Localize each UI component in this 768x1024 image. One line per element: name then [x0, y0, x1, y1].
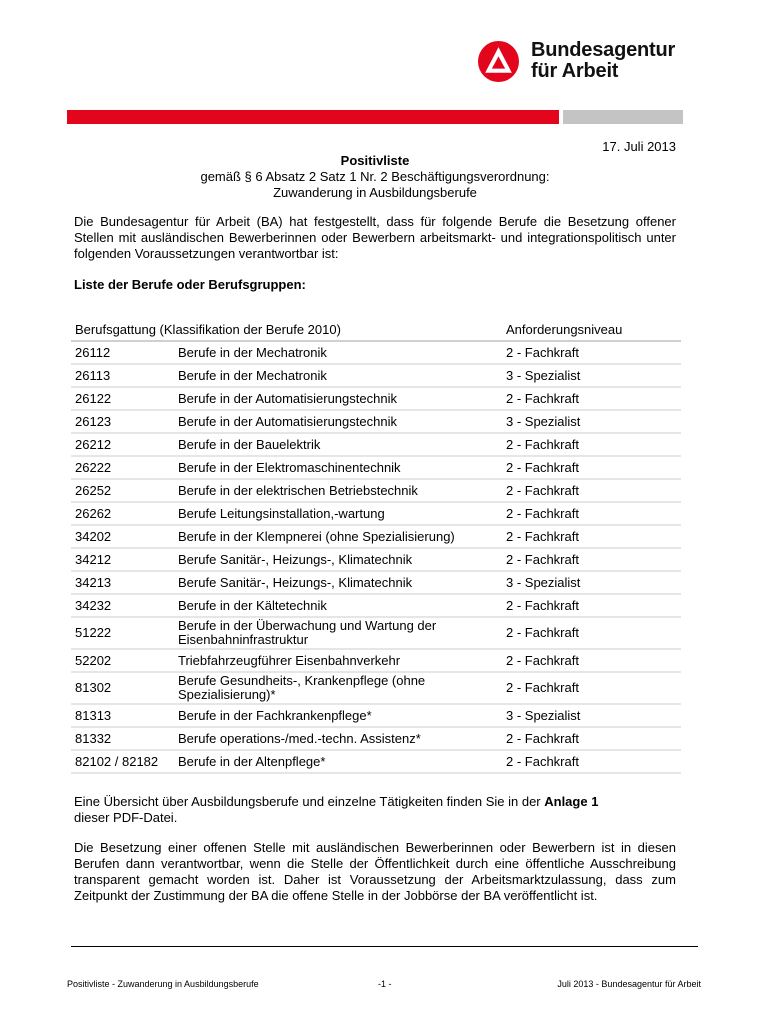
annex-link-label: Anlage 1	[544, 794, 599, 809]
occupation-code: 26112	[71, 342, 174, 365]
occupation-code: 51222	[71, 618, 174, 650]
intro-paragraph: Die Bundesagentur für Arbeit (BA) hat festgestellt, dass für folgende Berufe die Besetzung offener Stellen mit ausländischen Bewerberinnen oder Bewerbern arbeitsmarkt- und integrationspolitisch unter folgenden Voraussetzungen verantwortbar ist:	[74, 214, 676, 261]
annex-note	[74, 794, 676, 826]
footer-page-number: -1 -	[378, 979, 392, 989]
brand-name-line1: Bundesagentur	[531, 39, 676, 61]
table-row	[71, 480, 681, 503]
requirement-level: 2 - Fachkraft	[502, 342, 681, 365]
requirement-level: 2 - Fachkraft	[502, 751, 681, 774]
table-row	[71, 728, 681, 751]
requirement-level: 3 - Spezialist	[502, 705, 681, 728]
table-row	[71, 457, 681, 480]
footer-left: Positivliste - Zuwanderung in Ausbildungsberufe	[67, 979, 259, 989]
occupation-description: Berufe operations-/med.-techn. Assistenz*	[174, 728, 502, 751]
occupation-description: Berufe in der Überwachung und Wartung der Eisenbahninfrastruktur	[174, 618, 502, 650]
requirement-level: 2 - Fachkraft	[502, 434, 681, 457]
table-header-row	[71, 318, 681, 342]
requirements-paragraph: Die Besetzung einer offenen Stelle mit ausländischen Bewerberinnen oder Bewerbern ist in diesen Berufen dann verantwortbar, wenn die Stelle der Öffentlichkeit durch eine öffentliche Ausschreibung transparent gemacht worden ist. Daher ist Voraussetzung der Arbeitsmarktzulassung, dass zum Zeitpunkt der Zustimmung der BA die offene Stelle in der Jobbörse der BA veröffentlicht ist.	[74, 840, 676, 903]
annex-note-suffix: dieser PDF-Datei.	[74, 810, 178, 825]
table-row	[71, 411, 681, 434]
list-heading: Liste der Berufe oder Berufsgruppen:	[74, 277, 306, 292]
footer-divider	[71, 946, 698, 947]
occupation-code: 82102 / 82182	[71, 751, 174, 774]
table-row	[71, 673, 681, 705]
occupation-code: 81313	[71, 705, 174, 728]
occupation-code: 26262	[71, 503, 174, 526]
ba-logo-icon	[478, 41, 519, 82]
occupation-code: 81332	[71, 728, 174, 751]
requirement-level: 3 - Spezialist	[502, 365, 681, 388]
brand-name	[531, 40, 675, 82]
requirement-level: 2 - Fachkraft	[502, 457, 681, 480]
occupation-description: Berufe Gesundheits-, Krankenpflege (ohne Spezialisierung)*	[174, 673, 502, 705]
table-row	[71, 572, 681, 595]
table-row	[71, 526, 681, 549]
occupation-description: Berufe in der Elektromaschinentechnik	[174, 457, 502, 480]
occupation-description: Berufe in der Bauelektrik	[174, 434, 502, 457]
table-row	[71, 705, 681, 728]
table-row	[71, 365, 681, 388]
occupation-code: 26113	[71, 365, 174, 388]
footer-right: Juli 2013 - Bundesagentur für Arbeit	[557, 979, 701, 989]
requirement-level: 2 - Fachkraft	[502, 673, 681, 705]
document-subtitle-2: Zuwanderung in Ausbildungsberufe	[273, 185, 477, 200]
table-row	[71, 751, 681, 774]
occupation-description: Berufe Sanitär-, Heizungs-, Klimatechnik	[174, 549, 502, 572]
occupation-description: Berufe in der Automatisierungstechnik	[174, 388, 502, 411]
occupation-description: Berufe in der Mechatronik	[174, 342, 502, 365]
occupation-code: 34232	[71, 595, 174, 618]
occupation-code: 26123	[71, 411, 174, 434]
occupation-code: 26122	[71, 388, 174, 411]
header-occupation-group: Berufsgattung (Klassifikation der Berufe 2010)	[71, 318, 502, 342]
occupation-code: 34202	[71, 526, 174, 549]
table-row	[71, 342, 681, 365]
occupation-description: Berufe in der Kältetechnik	[174, 595, 502, 618]
requirement-level: 3 - Spezialist	[502, 572, 681, 595]
document-title: Positivliste	[340, 153, 410, 168]
occupation-description: Berufe in der Klempnerei (ohne Spezialisierung)	[174, 526, 502, 549]
requirement-level: 2 - Fachkraft	[502, 618, 681, 650]
occupation-description: Berufe Sanitär-, Heizungs-, Klimatechnik	[174, 572, 502, 595]
table-row	[71, 549, 681, 572]
header-bar-red	[67, 110, 559, 124]
header-bar-grey	[563, 110, 683, 124]
occupation-code: 34212	[71, 549, 174, 572]
table-row	[71, 388, 681, 411]
requirement-level: 2 - Fachkraft	[502, 388, 681, 411]
requirement-level: 2 - Fachkraft	[502, 503, 681, 526]
requirement-level: 2 - Fachkraft	[502, 526, 681, 549]
occupation-description: Berufe in der Fachkrankenpflege*	[174, 705, 502, 728]
occupation-code: 26212	[71, 434, 174, 457]
table-row	[71, 434, 681, 457]
occupation-description: Berufe in der elektrischen Betriebstechnik	[174, 480, 502, 503]
occupation-code: 52202	[71, 650, 174, 673]
occupation-code: 26222	[71, 457, 174, 480]
document-title-block	[72, 153, 678, 201]
requirement-level: 2 - Fachkraft	[502, 650, 681, 673]
occupation-description: Triebfahrzeugführer Eisenbahnverkehr	[174, 650, 502, 673]
table-row	[71, 650, 681, 673]
requirement-level: 3 - Spezialist	[502, 411, 681, 434]
occupation-table	[71, 318, 681, 774]
requirement-level: 2 - Fachkraft	[502, 549, 681, 572]
requirement-level: 2 - Fachkraft	[502, 728, 681, 751]
brand-name-line2: für Arbeit	[531, 60, 619, 82]
header-requirement-level: Anforderungsniveau	[502, 318, 681, 342]
occupation-code: 81302	[71, 673, 174, 705]
table-body	[71, 342, 681, 774]
occupation-code: 34213	[71, 572, 174, 595]
occupation-code: 26252	[71, 480, 174, 503]
table-row	[71, 503, 681, 526]
occupation-description: Berufe Leitungsinstallation,-wartung	[174, 503, 502, 526]
document-subtitle-1: gemäß § 6 Absatz 2 Satz 1 Nr. 2 Beschäftigungsverordnung:	[200, 169, 550, 184]
table-row	[71, 618, 681, 650]
occupation-description: Berufe in der Altenpflege*	[174, 751, 502, 774]
table-row	[71, 595, 681, 618]
requirement-level: 2 - Fachkraft	[502, 595, 681, 618]
occupation-description: Berufe in der Mechatronik	[174, 365, 502, 388]
document-date: 17. Juli 2013	[602, 139, 676, 154]
occupation-description: Berufe in der Automatisierungstechnik	[174, 411, 502, 434]
annex-note-text: Eine Übersicht über Ausbildungsberufe und einzelne Tätigkeiten finden Sie in der	[74, 794, 545, 809]
requirement-level: 2 - Fachkraft	[502, 480, 681, 503]
